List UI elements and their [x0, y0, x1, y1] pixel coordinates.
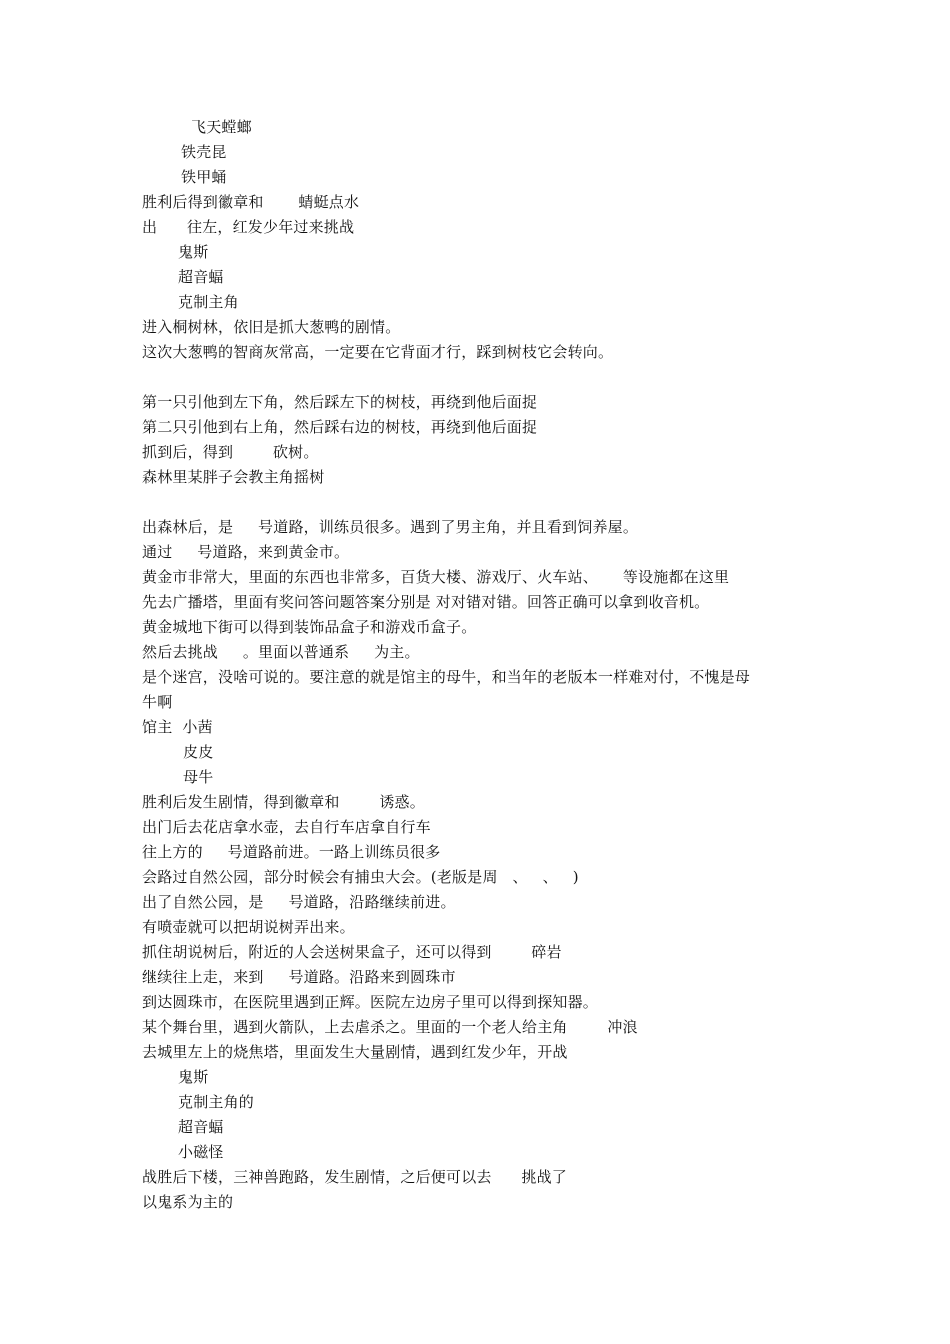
text-line: 进入桐树林，依旧是抓大葱鸭的剧情。 — [142, 318, 401, 336]
text-line: 胜利后发生剧情，得到徽章和 诱惑。 — [142, 793, 425, 811]
text-line: 到达圆珠市，在医院里遇到正辉。医院左边房子里可以得到探知器。 — [142, 993, 599, 1011]
text-line: 有喷壶就可以把胡说树弄出来。 — [142, 918, 355, 936]
text-line: 克制主角 — [178, 293, 239, 311]
text-line: 黄金市非常大，里面的东西也非常多，百货大楼、游戏厅、火车站、 等设施都在这里 — [142, 568, 730, 586]
text-line: 出了自然公园，是 号道路，沿路继续前进。 — [142, 893, 456, 911]
text-line: 牛啊 — [142, 693, 173, 711]
text-line: 飞天螳螂 — [191, 118, 252, 136]
text-line: 黄金城地下街可以得到装饰品盒子和游戏币盒子。 — [142, 618, 477, 636]
text-line: 往上方的 号道路前进。一路上训练员很多 — [142, 843, 441, 861]
text-line: 第二只引他到右上角，然后踩右边的树枝，再绕到他后面捉 — [142, 418, 538, 436]
text-line: 小磁怪 — [178, 1143, 224, 1161]
text-line: 胜利后得到徽章和 蜻蜓点水 — [142, 193, 360, 211]
text-line: 去城里左上的烧焦塔，里面发生大量剧情，遇到红发少年，开战 — [142, 1043, 568, 1061]
text-line: 铁甲蛹 — [181, 168, 227, 186]
text-line: 出森林后，是 号道路，训练员很多。遇到了男主角，并且看到饲养屋。 — [142, 518, 639, 536]
text-line: 第一只引他到左下角，然后踩左下的树枝，再绕到他后面捉 — [142, 393, 538, 411]
text-line: 鬼斯 — [178, 243, 209, 261]
text-line: 然后去挑战 。里面以普通系 为主。 — [142, 643, 420, 661]
text-line: 通过 号道路，来到黄金市。 — [142, 543, 350, 561]
text-line: 鬼斯 — [178, 1068, 209, 1086]
text-line: 继续往上走，来到 号道路。沿路来到圆珠市 — [142, 968, 456, 986]
text-line: 超音蝠 — [178, 268, 224, 286]
text-line: 超音蝠 — [178, 1118, 224, 1136]
text-line: 战胜后下楼，三神兽跑路，发生剧情，之后便可以去 挑战了 — [142, 1168, 568, 1186]
text-line: 出门后去花店拿水壶，去自行车店拿自行车 — [142, 818, 431, 836]
text-line: 出 往左，红发少年过来挑战 — [142, 218, 355, 236]
text-line: 母牛 — [183, 768, 214, 786]
text-line: 抓到后，得到 砍树。 — [142, 443, 319, 461]
text-line: 克制主角的 — [178, 1093, 255, 1111]
text-line: 某个舞台里，遇到火箭队，上去虐杀之。里面的一个老人给主角 冲浪 — [142, 1018, 638, 1036]
text-line: 馆主 小茜 — [142, 718, 213, 736]
text-line: 森林里某胖子会教主角摇树 — [142, 468, 325, 486]
text-line: 是个迷宫，没啥可说的。要注意的就是馆主的母牛，和当年的老版本一样难对付，不愧是母 — [142, 668, 751, 686]
text-line: 先去广播塔，里面有奖问答问题答案分别是 对对错对错。回答正确可以拿到收音机。 — [142, 593, 710, 611]
text-line: 以鬼系为主的 — [142, 1193, 234, 1211]
text-line: 抓住胡说树后，附近的人会送树果盒子，还可以得到 碎岩 — [142, 943, 562, 961]
text-line: 铁壳昆 — [181, 143, 227, 161]
text-line: 这次大葱鸭的智商灰常高，一定要在它背面才行，踩到树枝它会转向。 — [142, 343, 614, 361]
text-line: 会路过自然公园，部分时候会有捕虫大会。(老版是周 、 、 ) — [142, 868, 579, 886]
text-line: 皮皮 — [183, 743, 214, 761]
